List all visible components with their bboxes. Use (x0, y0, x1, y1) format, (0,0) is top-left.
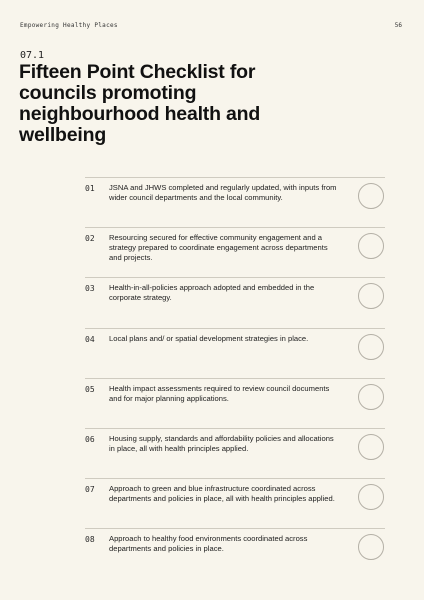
checklist-item (85, 328, 385, 378)
item-text: Health impact assessments required to review council documents and for major planning applications. (109, 383, 330, 403)
checkbox-circle[interactable] (358, 484, 384, 510)
item-number: 07 (85, 485, 95, 495)
item-text: Housing supply, standards and affordability policies and allocations in place, all with health principles applied. (109, 433, 334, 453)
checkbox-circle[interactable] (358, 283, 384, 309)
checklist-item (85, 528, 385, 578)
checklist-item (85, 378, 385, 428)
item-number: 03 (85, 284, 95, 294)
item-text: Health-in-all-policies approach adopted and embedded in the corporate strategy. (109, 283, 315, 303)
item-text: Local plans and/ or spatial development strategies in place. (109, 333, 309, 343)
item-text: Resourcing secured for effective community engagement and a strategy prepared to coordinate engagement across departments and projects. (109, 233, 328, 263)
item-text: Approach to healthy food environments coordinated across departments and policies in place. (109, 534, 308, 554)
publication-title: Empowering Healthy Places (20, 22, 118, 29)
page-title: Fifteen Point Checklist for councils promoting neighbourhood health and wellbeing (19, 61, 261, 146)
item-number: 08 (85, 535, 95, 545)
checklist-item (85, 478, 385, 528)
item-text: JSNA and JHWS completed and regularly updated, with inputs from wider council departments and the local community. (109, 183, 337, 202)
checkbox-circle[interactable] (358, 384, 384, 410)
item-number: 02 (85, 234, 95, 244)
item-number: 01 (85, 184, 95, 193)
item-text: Approach to green and blue infrastructure coordinated across departments and policies in place, all with health principles applied. (109, 484, 335, 504)
section-number: 07.1 (20, 50, 45, 61)
checklist-item (85, 227, 385, 277)
item-number: 04 (85, 334, 95, 344)
page-number: 56 (394, 22, 402, 29)
checklist-item (85, 428, 385, 478)
checklist-item (85, 177, 385, 227)
checkbox-circle[interactable] (358, 183, 384, 209)
checkbox-circle[interactable] (358, 334, 384, 360)
item-number: 06 (85, 434, 95, 444)
checkbox-circle[interactable] (358, 534, 384, 560)
checkbox-circle[interactable] (358, 434, 384, 460)
checklist-item (85, 277, 385, 327)
checklist (85, 177, 385, 579)
checkbox-circle[interactable] (358, 233, 384, 259)
item-number: 05 (85, 384, 95, 394)
